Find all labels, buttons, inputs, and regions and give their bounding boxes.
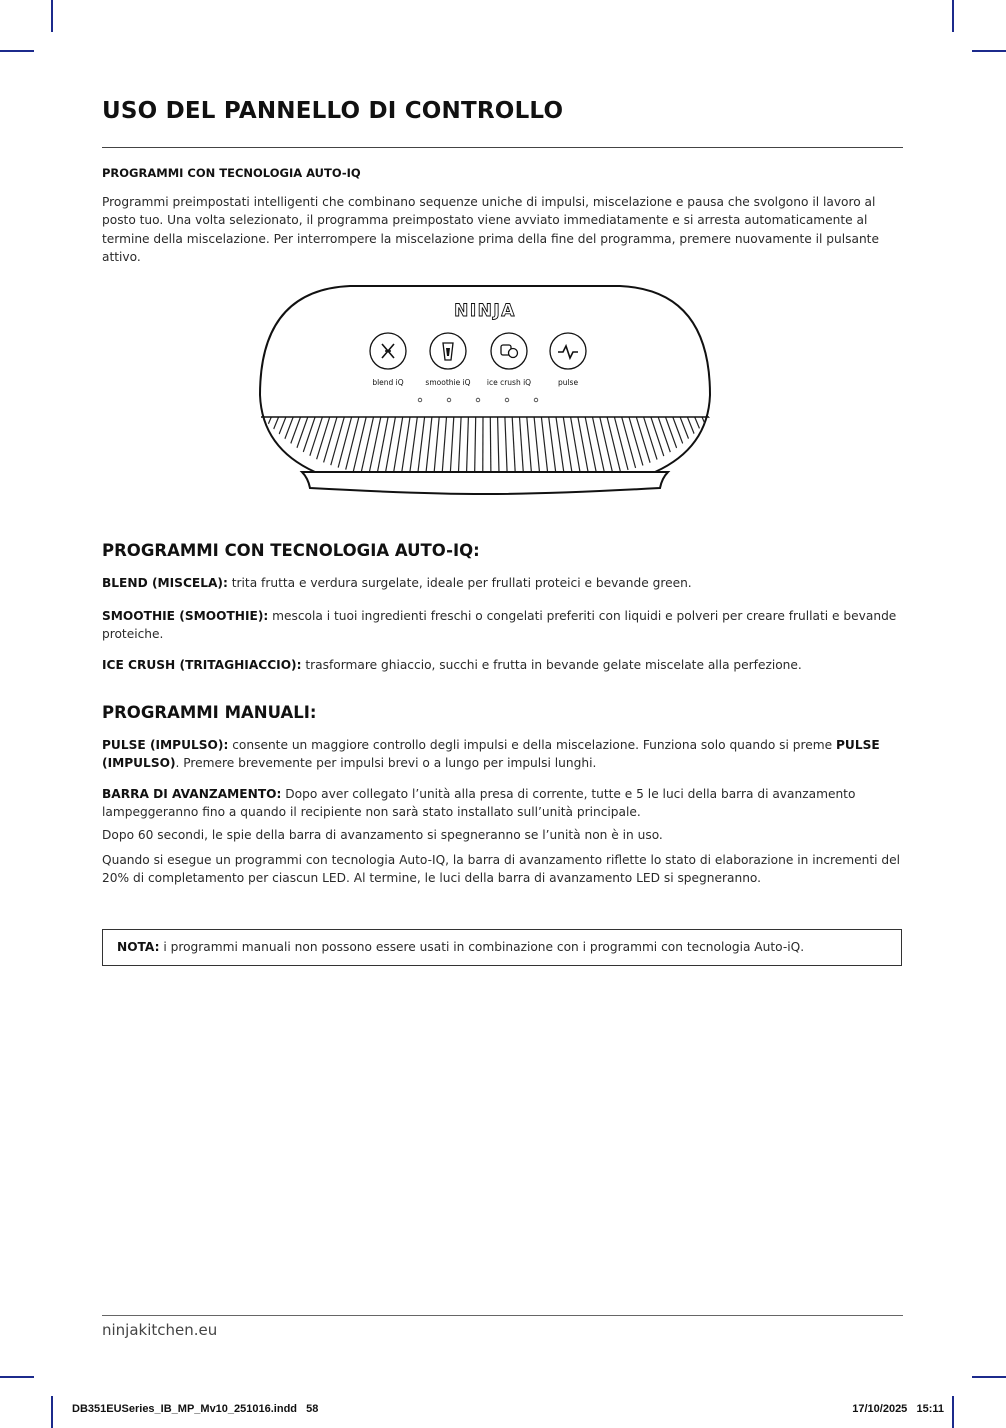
blend-description: BLEND (MISCELA): trita frutta e verdura surgelate, ideale per frullati proteici e bevande green. xyxy=(102,576,692,590)
autoiq-programs-heading: PROGRAMMI CON TECNOLOGIA AUTO-IQ: xyxy=(102,541,480,560)
note-text: NOTA: i programmi manuali non possono essere usati in combinazione con i programmi con tecnologia Auto-iQ. xyxy=(117,940,805,954)
title-rule xyxy=(102,147,903,148)
blend-button xyxy=(370,333,406,387)
manual-programs-heading: PROGRAMMI MANUALI: xyxy=(102,703,317,722)
blend-term: BLEND (MISCELA): xyxy=(102,576,228,590)
progress-led xyxy=(505,398,509,402)
crop-mark xyxy=(952,1396,954,1428)
pulse-description: PULSE (IMPULSO): consente un maggiore controllo degli impulsi e della miscelazione. Funziona solo quando si preme PULSE (IMPULSO). Premere brevemente per impulsi brevi o a lungo per impulsi lunghi. xyxy=(102,738,880,771)
footer-rule xyxy=(102,1315,903,1316)
smoothie-term: SMOOTHIE (SMOOTHIE): xyxy=(102,609,269,623)
print-slug-file: DB351EUSeries_IB_MP_Mv10_251016.indd 58 xyxy=(72,1403,319,1415)
ice-crush-description: ICE CRUSH (TRITAGHIACCIO): trasformare ghiaccio, succhi e frutta in bevande gelate miscelate alla perfezione. xyxy=(102,658,802,672)
note-label: NOTA: xyxy=(117,940,160,954)
progress-led xyxy=(447,398,451,402)
progress-bar-term: BARRA DI AVANZAMENTO: xyxy=(102,787,282,801)
ice-crush-term: ICE CRUSH (TRITAGHIACCIO): xyxy=(102,658,302,672)
smoothie-description: SMOOTHIE (SMOOTHIE): mescola i tuoi ingredienti freschi o congelati preferiti con liquidi e polveri per creare frullati e bevande proteiche. xyxy=(102,609,897,642)
ice-crush-button xyxy=(487,333,531,387)
pulse-label: pulse xyxy=(557,378,579,387)
progress-bar-description: BARRA DI AVANZAMENTO: Dopo aver collegato l’unità alla presa di corrente, tutte e 5 le luci della barra di avanzamento lampeggeranno fino a quando il recipiente non sarà stato installato sull’unità principale. xyxy=(102,787,856,820)
crop-mark xyxy=(0,50,34,52)
footer-website: ninjakitchen.eu xyxy=(102,1321,218,1339)
page-title: USO DEL PANNELLO DI CONTROLLO xyxy=(102,98,564,124)
pulse-term: PULSE (IMPULSO): xyxy=(102,738,229,752)
crop-mark xyxy=(972,1376,1006,1378)
progress-led xyxy=(418,398,422,402)
autoiq-progress-text: Quando si esegue un programmi con tecnologia Auto-IQ, la barra di avanzamento riflette lo stato di elaborazione in incrementi del 20% di completamento per ciascun LED. Al termine, le luci della barra di avanzamento LED si spegneranno. xyxy=(102,853,901,886)
progress-led xyxy=(476,398,480,402)
smoothie-label: smoothie iQ xyxy=(425,378,471,387)
crop-mark xyxy=(0,1376,34,1378)
progress-led xyxy=(534,398,538,402)
base-foot xyxy=(302,472,668,494)
crop-mark xyxy=(972,50,1006,52)
print-slug-datetime: 17/10/2025 15:11 xyxy=(852,1403,944,1415)
crop-mark xyxy=(51,0,53,32)
ice-crush-label: ice crush iQ xyxy=(486,378,532,387)
control-panel-illustration xyxy=(250,280,720,505)
crop-mark xyxy=(51,1396,53,1428)
autoiq-subheading: PROGRAMMI CON TECNOLOGIA AUTO-IQ xyxy=(102,166,361,180)
crop-mark xyxy=(952,0,954,32)
note-box xyxy=(102,929,902,966)
blend-label: blend iQ xyxy=(372,378,404,387)
ninja-logo: NINJA xyxy=(454,301,516,321)
autoiq-intro-text: Programmi preimpostati intelligenti che combinano sequenze uniche di impulsi, miscelazione e pausa che svolgono il lavoro al posto tuo. Una volta selezionato, il programma preimpostato viene avviato immediatamente e si arresta automaticamente al termine della miscelazione. Per interrompere la miscelazione prima della fine del programma, premere nuovamente il pulsante attivo. xyxy=(102,195,879,265)
after-60-seconds-text: Dopo 60 secondi, le spie della barra di avanzamento si spegneranno se l’unità non è in uso. xyxy=(102,828,663,842)
